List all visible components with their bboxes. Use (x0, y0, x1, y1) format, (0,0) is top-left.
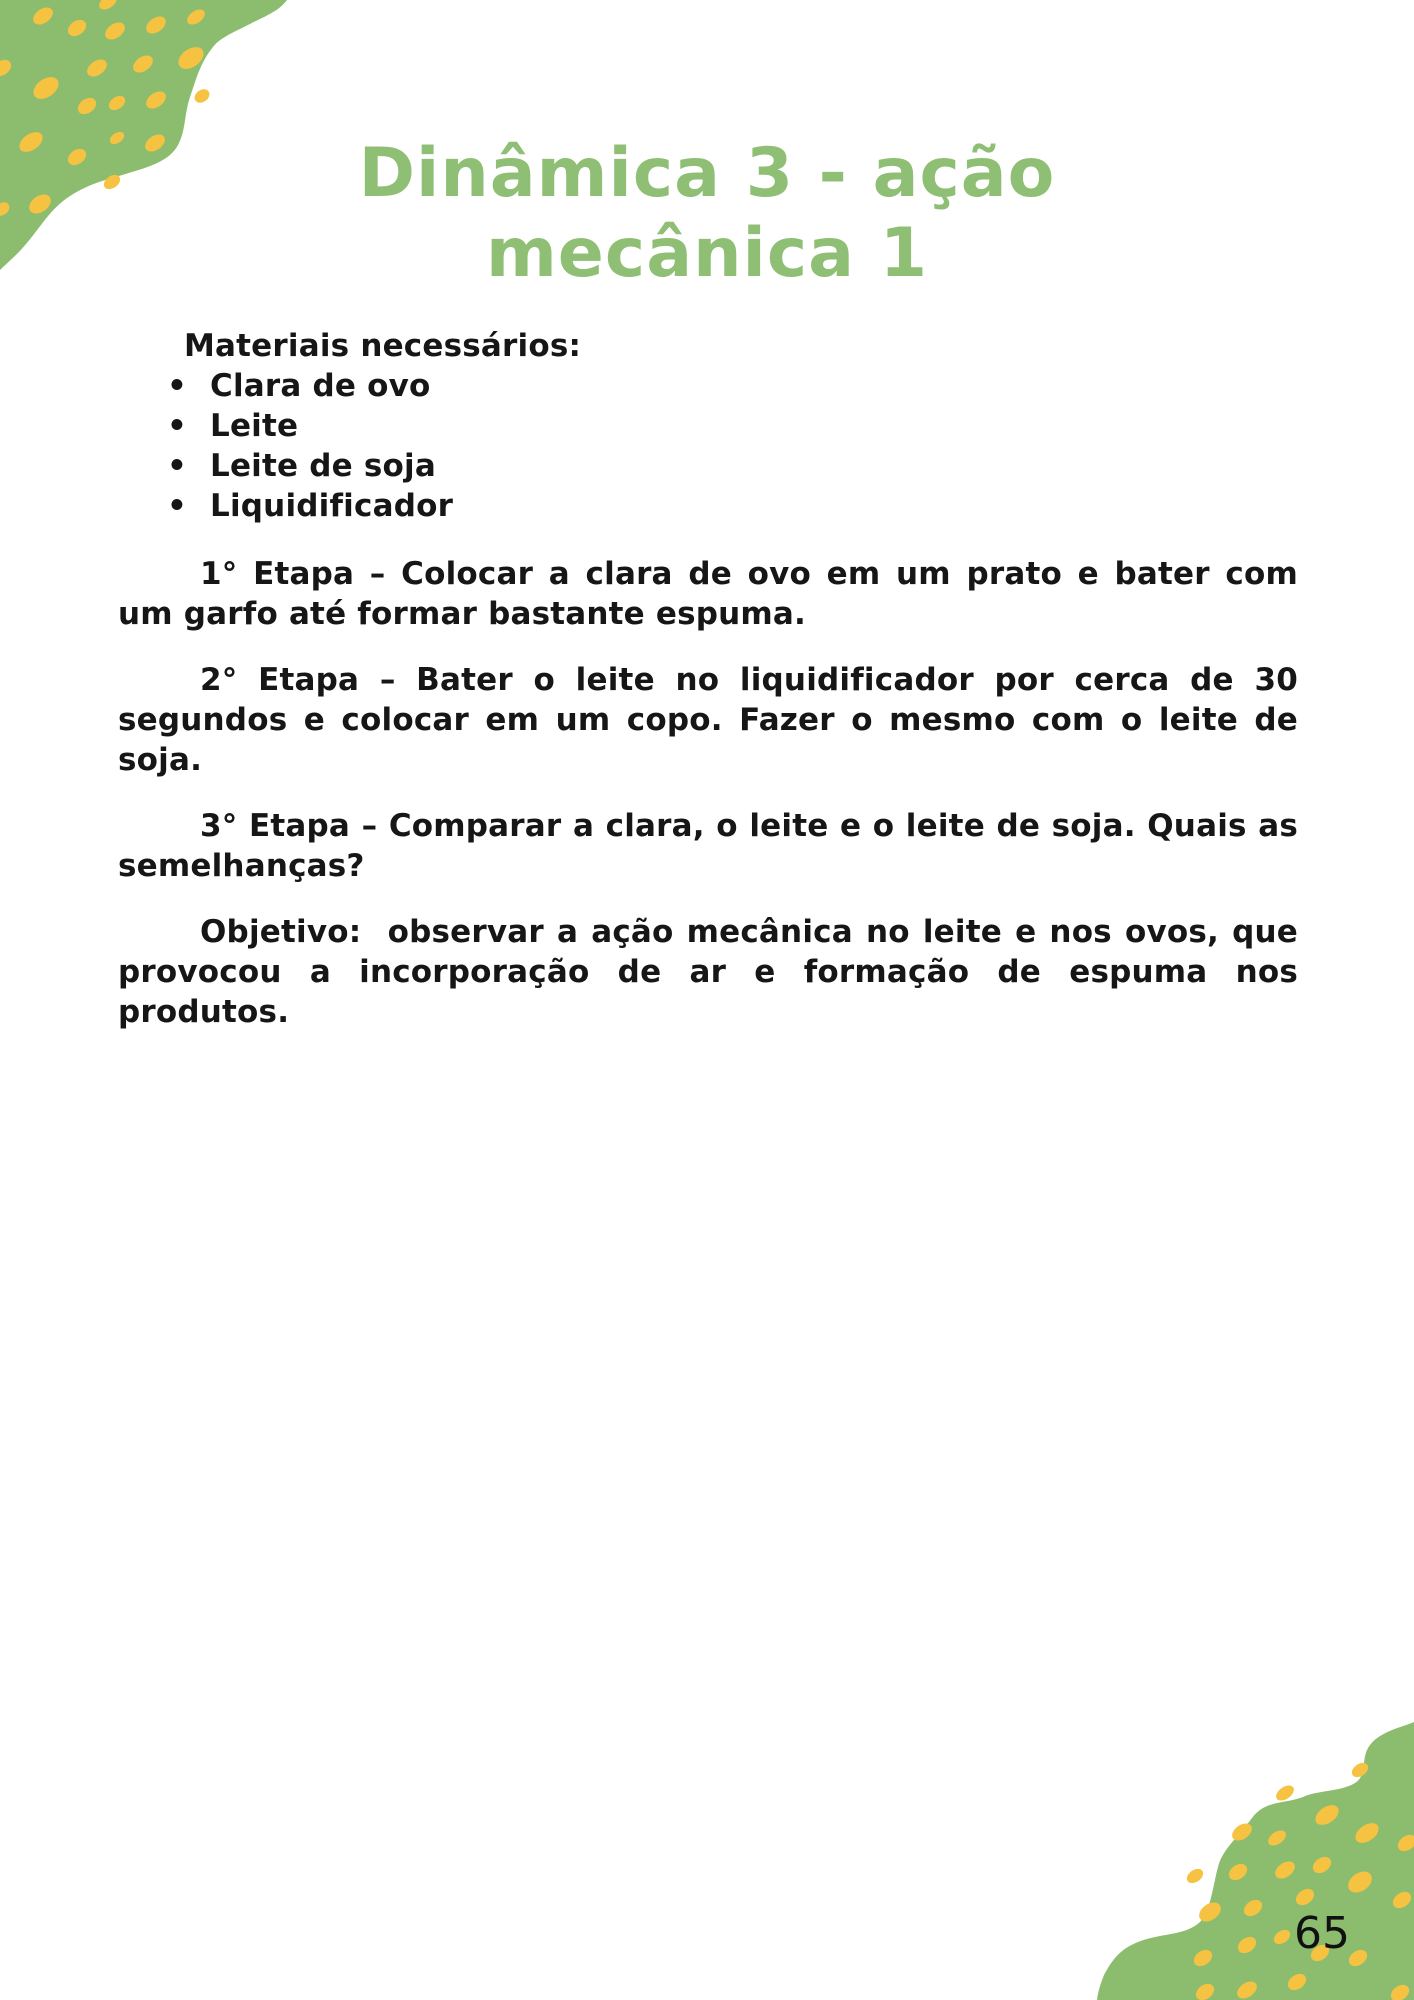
list-item (167, 446, 1298, 486)
bullet-icon: • (167, 488, 188, 524)
page-title (0, 134, 1414, 294)
page-number: 65 (1294, 1908, 1350, 1959)
paragraph-etapa-3: 3° Etapa – Comparar a clara, o leite e o leite de soja. Quais as semelhanças? (118, 808, 1298, 884)
bullet-icon: • (167, 448, 188, 484)
list-item-label: Leite de soja (210, 448, 436, 484)
page-title-line-2: mecânica 1 (485, 214, 929, 293)
paragraph-objetivo: Objetivo: observar a ação mecânica no leite e nos ovos, que provocou a incorporação de ar e formação de espuma nos produtos. (118, 914, 1298, 1030)
list-item (167, 366, 1298, 406)
bullet-icon: • (167, 368, 188, 404)
blob-dots-graphic (1050, 1690, 1414, 2000)
materials-heading: Materiais necessários: (184, 328, 582, 364)
paragraph-etapa-2: 2° Etapa – Bater o leite no liquidificador por cerca de 30 segundos e colocar em um copo. Fazer o mesmo com o leite de soja. (118, 662, 1298, 778)
list-item-label: Leite (210, 408, 299, 444)
page-title-line-1: Dinâmica 3 - ação (358, 134, 1056, 213)
list-item-label: Clara de ovo (210, 368, 431, 404)
bullet-icon: • (167, 408, 188, 444)
list-item (167, 486, 1298, 526)
content-column (118, 326, 1298, 1032)
list-item-label: Liquidificador (210, 488, 454, 524)
corner-decoration-bottom-right (1050, 1690, 1414, 2000)
list-item (167, 406, 1298, 446)
materials-list (118, 366, 1298, 526)
paragraph-etapa-1: 1° Etapa – Colocar a clara de ovo em um prato e bater com um garfo até formar bastante espuma. (118, 556, 1298, 632)
